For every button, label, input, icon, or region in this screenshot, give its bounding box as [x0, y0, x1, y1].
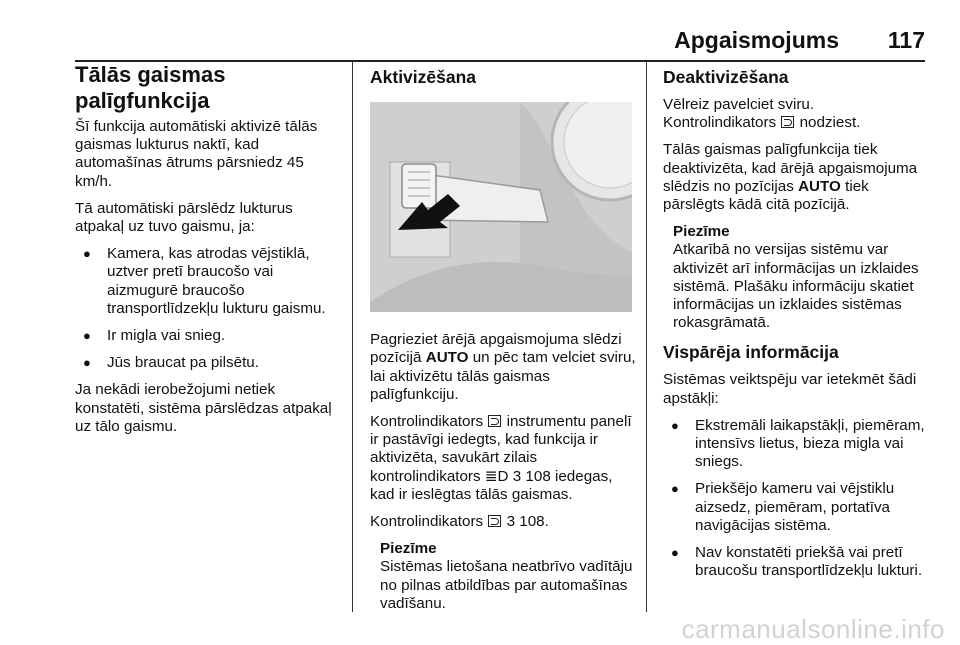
- note-box: [663, 223, 931, 332]
- note-title: Piezīme: [673, 223, 730, 241]
- conditions-list: [663, 417, 931, 581]
- column-divider-2: [646, 62, 647, 612]
- paragraph: Kontrolindikators 3 108.: [370, 513, 549, 531]
- paragraph: Pagrieziet ārējā apgaismojuma slēdzi pozīcijā AUTO un pēc tam velciet sviru, lai aktivizētu tālās gaismas palīgfunkciju.: [370, 331, 636, 403]
- list-item: ● Ir migla vai snieg.: [83, 327, 226, 345]
- high-beam-assist-icon: [488, 415, 501, 427]
- paragraph: Vēlreiz pavelciet sviru. Kontrolindikators nodziest.: [663, 96, 861, 132]
- column-divider-1: [352, 62, 353, 612]
- column-2: [370, 62, 636, 622]
- bullet-icon: ●: [83, 246, 91, 262]
- high-beam-assist-icon: [488, 515, 501, 527]
- subsection-heading: Aktivizēšana: [370, 67, 477, 87]
- bullet-icon: ●: [83, 355, 91, 371]
- bullet-icon: ●: [671, 417, 679, 433]
- paragraph: Tālās gaismas palīgfunkcija tiek deaktivizēta, kad ārējā apgaismojuma slēdzis no pozīcijas AUTO tiek pārslēgts kādā citā pozīcijā.: [663, 141, 918, 214]
- paragraph: Šī funkcija automātiski aktivizē tālās gaismas lukturus naktī, kad automašīnas ātrums pārsniedz 45 km/h.: [75, 118, 318, 190]
- paragraph: Kontrolindikators instrumentu panelī ir pastāvīgi iedegts, kad funkcija ir aktivizēta, savukārt zilais kontrolindikators ≣D 3 108 iedegas, kad ir ieslēgtas tālās gaismas.: [370, 413, 632, 503]
- section-heading: Tālās gaismas palīgfunkcija: [75, 62, 226, 113]
- paragraph: Tā automātiski pārslēdz lukturus atpakaļ uz tuvo gaismu, ja:: [75, 199, 293, 236]
- headlight-stalk-illustration: [370, 102, 632, 312]
- conditions-list: [75, 245, 343, 372]
- section-title: Apgaismojums: [674, 27, 839, 53]
- bullet-icon: ●: [671, 481, 679, 497]
- list-item: ● Ekstremāli laikapstākļi, piemēram, intensīvs lietus, bieza migla vai sniegs.: [671, 416, 925, 471]
- subsection-heading: Vispārēja informācija: [663, 342, 839, 363]
- paragraph: Ja nekādi ierobežojumi netiek konstatēti, sistēma pārslēdzas atpakaļ uz tālo gaismu.: [75, 381, 332, 435]
- list-item: ● Jūs braucat pa pilsētu.: [83, 354, 259, 372]
- watermark: carmanualsonline.info: [681, 614, 945, 644]
- column-1: [75, 62, 343, 445]
- note-title: Piezīme: [380, 540, 437, 558]
- note-box: [370, 540, 636, 613]
- note-text: Sistēmas lietošana neatbrīvo vadītāju no pilnas atbildības par automašīnas vadīšanu.: [380, 558, 633, 612]
- bullet-icon: ●: [83, 328, 91, 344]
- page-number: 117: [887, 27, 925, 53]
- list-item: ● Nav konstatēti priekšā vai pretī braucošu transportlīdzekļu lukturi.: [671, 544, 923, 580]
- list-item: ● Priekšējo kameru vai vējstiklu aizsedz, piemēram, portatīva navigācijas sistēma.: [671, 480, 895, 534]
- list-item: ● Kamera, kas atrodas vējstiklā, uztver pretī braucošo vai aizmugurē braucošo transportlīdzekļu lukturu gaismu.: [83, 245, 326, 317]
- high-beam-assist-icon: [781, 116, 794, 128]
- paragraph: Sistēmas veiktspēju var ietekmēt šādi apstākļi:: [663, 371, 917, 407]
- high-beam-icon: ≣D: [484, 467, 509, 485]
- subsection-heading: Deaktivizēšana: [663, 67, 789, 87]
- page-header: [75, 27, 925, 61]
- note-text: Atkarībā no versijas sistēmu var aktivizēt arī informācijas un izklaides sistēmā. Plašāku informāciju skatiet informācijas un izklaides sistēmas rokasgrāmatā.: [673, 241, 919, 332]
- column-3: [663, 62, 931, 589]
- bullet-icon: ●: [671, 545, 679, 561]
